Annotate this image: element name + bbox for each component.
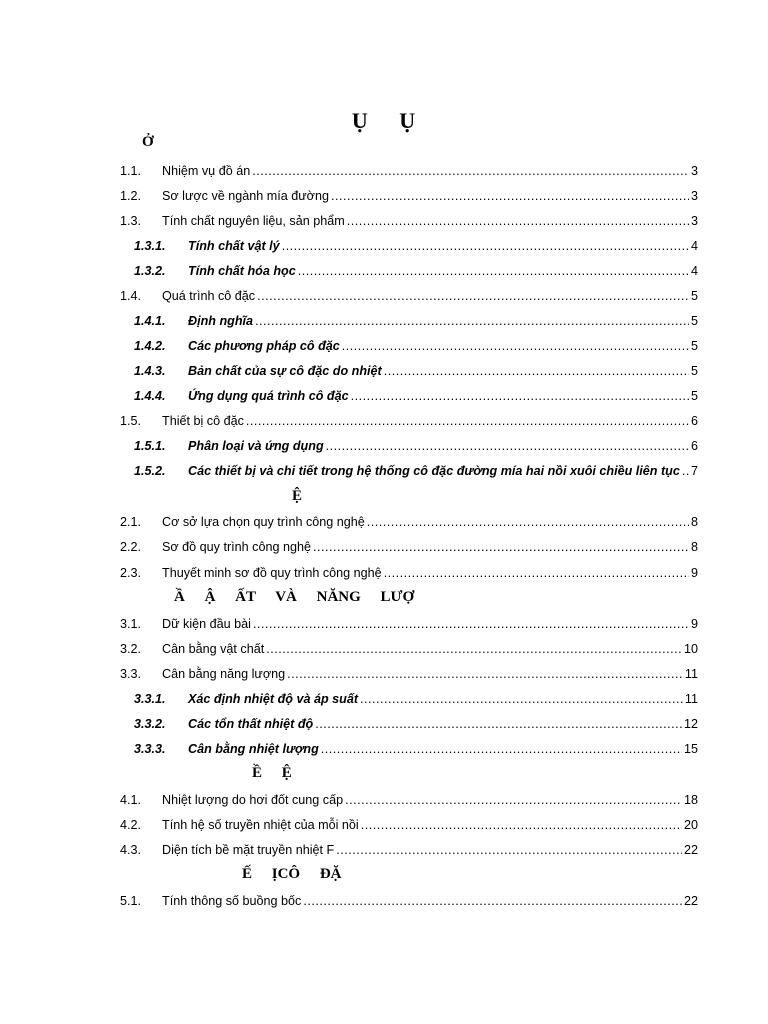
entry-page: 12 <box>683 717 698 731</box>
toc-entry-1-2[interactable] <box>120 187 698 205</box>
entry-title: Ứng dụng quá trình cô đặc <box>188 389 349 403</box>
entry-number: 3.3.1. <box>134 692 166 706</box>
dot-leader <box>298 262 689 280</box>
entry-title: Các phương pháp cô đặc <box>188 339 340 353</box>
entry-title: Nhiệt lượng do hơi đốt cung cấp <box>162 793 344 807</box>
toc-entry-1-1[interactable] <box>120 162 698 180</box>
dot-leader <box>287 665 683 683</box>
entry-page: 3 <box>690 164 698 178</box>
entry-title: Các thiết bị và chi tiết trong hệ thống cô đặc đường mía hai nồi xuôi chiều liên tục <box>188 464 680 478</box>
dot-leader <box>331 187 689 205</box>
dot-leader <box>351 387 689 405</box>
toc-entry-1-4-1[interactable] <box>120 312 698 330</box>
entry-page: 8 <box>690 540 698 554</box>
entry-number: 1.3.2. <box>134 264 166 278</box>
dot-leader <box>303 892 682 910</box>
dot-leader <box>266 640 682 658</box>
entry-page: 11 <box>684 667 698 681</box>
entry-page: 9 <box>690 617 698 631</box>
entry-number: 3.3. <box>120 667 142 681</box>
entry-number: 3.2. <box>120 642 142 656</box>
entry-title: Tính chất nguyên liệu, sản phẩm <box>162 214 345 228</box>
entry-title: Các tổn thất nhiệt độ <box>188 717 314 731</box>
chapter-heading-1: Ở <box>142 134 154 150</box>
entry-title: Sơ đồ quy trình công nghệ <box>162 540 311 554</box>
entry-page: 9 <box>690 566 698 580</box>
entry-title: Diện tích bề mặt truyền nhiệt F <box>162 843 335 857</box>
dot-leader <box>347 212 689 230</box>
entry-page: 18 <box>683 793 698 807</box>
entry-page: 3 <box>690 189 698 203</box>
entry-number: 1.4. <box>120 289 142 303</box>
chapter-heading-2: Ệ <box>292 488 303 504</box>
entry-number: 1.4.1. <box>134 314 166 328</box>
entry-number: 2.2. <box>120 540 142 554</box>
toc-title: Ụ Ụ <box>351 108 417 133</box>
toc-entry-2-3[interactable] <box>120 564 698 582</box>
entry-number: 4.3. <box>120 843 142 857</box>
toc-entry-1-5-2[interactable] <box>120 462 698 480</box>
entry-title: Phân loại và ứng dụng <box>188 439 324 453</box>
entry-title: Tính hệ số truyền nhiệt của mỗi nồi <box>162 818 359 832</box>
dot-leader <box>367 513 689 531</box>
entry-page: 3 <box>690 214 698 228</box>
dot-leader <box>342 337 689 355</box>
entry-title: Xác định nhiệt độ và áp suất <box>188 692 359 706</box>
entry-page: 5 <box>690 339 698 353</box>
chapter-heading-4: Ề Ệ <box>252 765 292 781</box>
entry-number: 3.1. <box>120 617 142 631</box>
entry-title: Định nghĩa <box>188 314 254 328</box>
entry-number: 1.4.2. <box>134 339 166 353</box>
entry-title: Tính chất vật lý <box>188 239 280 253</box>
entry-number: 2.1. <box>120 515 142 529</box>
entry-title: Tính chất hóa học <box>188 264 296 278</box>
entry-number: 1.4.3. <box>134 364 166 378</box>
dot-leader <box>326 437 689 455</box>
dot-leader <box>321 740 682 758</box>
entry-number: 3.3.2. <box>134 717 166 731</box>
entry-title: Cân bằng nhiệt lượng <box>188 742 319 756</box>
toc-entry-4-2[interactable] <box>120 816 698 834</box>
toc-entry-1-4-4[interactable] <box>120 387 698 405</box>
toc-entry-3-2[interactable] <box>120 640 698 658</box>
entry-page: 5 <box>690 364 698 378</box>
toc-entry-2-1[interactable] <box>120 513 698 531</box>
toc-entry-4-3[interactable] <box>120 841 698 859</box>
chapter-heading-3: Ầ Ậ ẤT VÀ NĂNG LƯỢ <box>174 589 415 605</box>
entry-number: 1.3. <box>120 214 142 228</box>
entry-title: Sơ lược về ngành mía đường <box>162 189 329 203</box>
dot-leader <box>253 615 689 633</box>
toc-entry-1-4-2[interactable] <box>120 337 698 355</box>
entry-number: 2.3. <box>120 566 142 580</box>
entry-title: Cân bằng vật chất <box>162 642 265 656</box>
entry-number: 4.2. <box>120 818 142 832</box>
toc-entry-4-1[interactable] <box>120 791 698 809</box>
entry-page: 22 <box>683 843 698 857</box>
entry-page: 20 <box>683 818 698 832</box>
toc-entry-3-3-1[interactable] <box>120 690 698 708</box>
entry-title: Thuyết minh sơ đồ quy trình công nghệ <box>162 566 382 580</box>
toc-entry-1-5[interactable] <box>120 412 698 430</box>
toc-entry-1-3-2[interactable] <box>120 262 698 280</box>
toc-entry-1-3-1[interactable] <box>120 237 698 255</box>
entry-number: 1.5.1. <box>134 439 166 453</box>
dot-leader <box>257 287 689 305</box>
entry-title: Cân bằng năng lượng <box>162 667 286 681</box>
entry-number: 1.1. <box>120 164 142 178</box>
dot-leader <box>360 690 683 708</box>
dot-leader <box>361 816 682 834</box>
dot-leader <box>246 412 689 430</box>
entry-title: Cơ sở lựa chọn quy trình công nghệ <box>162 515 365 529</box>
entry-number: 1.3.1. <box>134 239 166 253</box>
dot-leader <box>682 462 689 480</box>
entry-number: 3.3.3. <box>134 742 166 756</box>
entry-page: 11 <box>684 692 698 706</box>
entry-number: 1.2. <box>120 189 142 203</box>
toc-entry-3-1[interactable] <box>120 615 698 633</box>
entry-title: Thiết bị cô đặc <box>162 414 244 428</box>
entry-page: 6 <box>690 439 698 453</box>
entry-number: 5.1. <box>120 894 142 908</box>
entry-title: Tính thông số buồng bốc <box>162 894 302 908</box>
entry-number: 1.5.2. <box>134 464 166 478</box>
dot-leader <box>252 162 689 180</box>
entry-page: 15 <box>683 742 698 756</box>
entry-page: 22 <box>683 894 698 908</box>
entry-title: Quá trình cô đặc <box>162 289 256 303</box>
toc-entry-3-3[interactable] <box>120 665 698 683</box>
toc-entry-1-4-3[interactable] <box>120 362 698 380</box>
entry-page: 5 <box>690 289 698 303</box>
dot-leader <box>384 564 689 582</box>
entry-page: 4 <box>690 264 698 278</box>
toc-entry-3-3-3[interactable] <box>120 740 698 758</box>
entry-title: Bản chất của sự cô đặc do nhiệt <box>188 364 382 378</box>
entry-page: 4 <box>690 239 698 253</box>
toc-entry-1-3[interactable] <box>120 212 698 230</box>
dot-leader <box>384 362 689 380</box>
dot-leader <box>255 312 689 330</box>
entry-number: 4.1. <box>120 793 142 807</box>
entry-page: 5 <box>690 314 698 328</box>
chapter-heading-5: Ế ỊCÔ ĐẶ <box>242 866 342 882</box>
entry-page: 8 <box>690 515 698 529</box>
entry-title: Nhiệm vụ đồ án <box>162 164 251 178</box>
toc-entry-1-5-1[interactable] <box>120 437 698 455</box>
entry-page: 10 <box>683 642 698 656</box>
toc-entry-3-3-2[interactable] <box>120 715 698 733</box>
entry-number: 1.5. <box>120 414 142 428</box>
toc-entry-1-4[interactable] <box>120 287 698 305</box>
entry-number: 1.4.4. <box>134 389 166 403</box>
dot-leader <box>315 715 682 733</box>
entry-title: Dữ kiện đầu bài <box>162 617 251 631</box>
dot-leader <box>345 791 682 809</box>
entry-page: 6 <box>690 414 698 428</box>
toc-entry-2-2[interactable] <box>120 538 698 556</box>
toc-entry-5-1[interactable] <box>120 892 698 910</box>
dot-leader <box>313 538 689 556</box>
entry-page: 5 <box>690 389 698 403</box>
dot-leader <box>336 841 682 859</box>
dot-leader <box>282 237 689 255</box>
entry-page: 7 <box>690 464 698 478</box>
